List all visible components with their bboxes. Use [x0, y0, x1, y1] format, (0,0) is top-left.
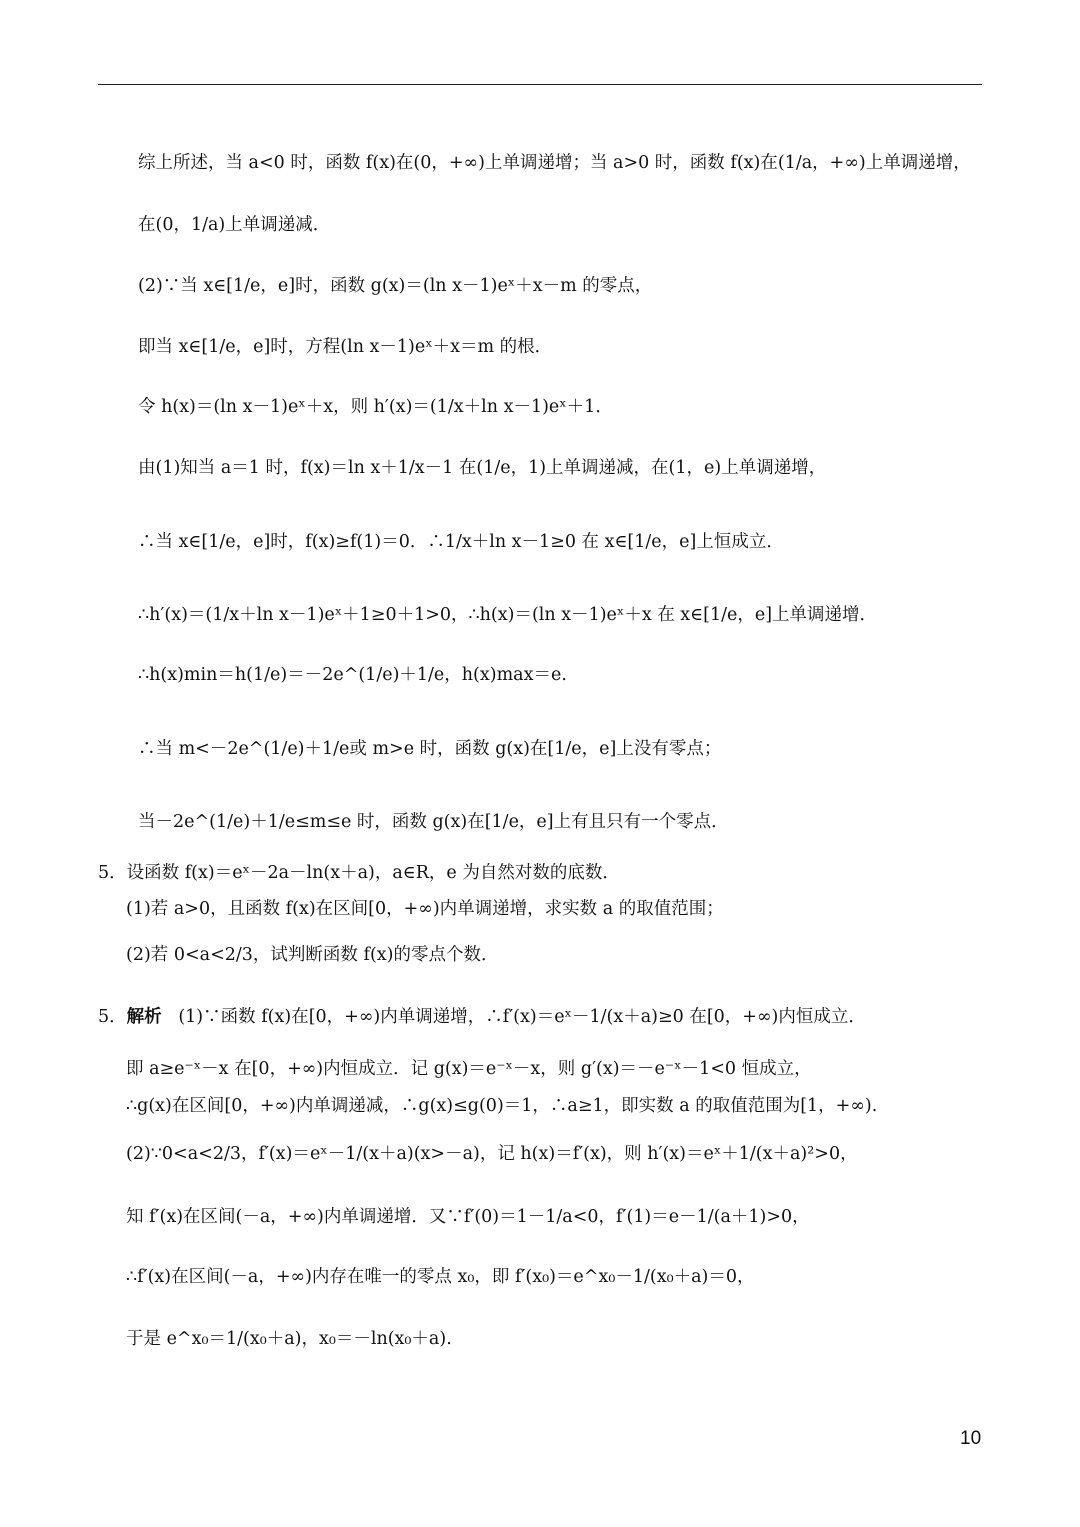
page-number: 10: [960, 1428, 982, 1449]
text-line: 于是 e^x₀＝1/(x₀＋a)，x₀＝－ln(x₀＋a).: [126, 1329, 452, 1349]
text-line: ∴当 m<－2e^(1/e)＋1/e或 m>e 时，函数 g(x)在[1/e，e]上没有零点；: [138, 739, 722, 759]
text-line: ∴g(x)在区间[0，+∞)内单调递减，∴g(x)≤g(0)＝1，∴a≥1，即实数 a 的取值范围为[1，+∞).: [126, 1096, 878, 1116]
text-line: 当－2e^(1/e)＋1/e≤m≤e 时，函数 g(x)在[1/e，e]上有且只有一个零点．: [138, 812, 729, 832]
solution-first-line: [98, 1006, 866, 1029]
text-line: 在(0，1/a)上单调递减．: [138, 215, 331, 235]
text-line: (1)∵函数 f(x)在[0，+∞)内单调递增，∴f′(x)＝eˣ－1/(x＋a)≥0 在[0，+∞)内恒成立．: [178, 1007, 866, 1027]
question-1: (1)若 a>0，且函数 f(x)在区间[0，+∞)内单调递增，求实数 a 的取值范围；: [126, 899, 724, 919]
header-rule: [98, 84, 982, 85]
text-line: (2)∵当 x∈[1/e，e]时，函数 g(x)＝(ln x－1)eˣ＋x－m 的零点，: [138, 276, 653, 296]
text-line: 即当 x∈[1/e，e]时，方程(ln x－1)eˣ＋x＝m 的根．: [138, 337, 553, 357]
text-line: 综上所述，当 a<0 时，函数 f(x)在(0，+∞)上单调递增；当 a>0 时，函数 f(x)在(1/a，+∞)上单调递增，: [138, 153, 971, 173]
text-line: ∴f′(x)在区间(－a，+∞)内存在唯一的零点 x₀，即 f′(x₀)＝e^x₀－1/(x₀＋a)＝0，: [126, 1267, 755, 1287]
text-line: 令 h(x)＝(ln x－1)eˣ＋x，则 h′(x)＝(1/x＋ln x－1)eˣ＋1．: [138, 397, 613, 417]
text-line: ∴h′(x)＝(1/x＋ln x－1)eˣ＋1≥0＋1>0，∴h(x)＝(ln x－1)eˣ＋x 在 x∈[1/e，e]上单调递增．: [138, 605, 878, 625]
solution-number: 5．: [98, 1007, 127, 1027]
question-2: (2)若 0<a<2/3，试判断函数 f(x)的零点个数．: [126, 945, 499, 965]
text-line: 由(1)知当 a＝1 时，f(x)＝ln x＋1/x－1 在(1/e，1)上单调递减，在(1，e)上单调递增，: [138, 458, 827, 478]
solution-label: 解析: [126, 1007, 162, 1027]
text-line: (2)∵0<a<2/3，f′(x)＝eˣ－1/(x＋a)(x>－a)，记 h(x)＝f′(x)，则 h′(x)＝eˣ＋1/(x＋a)²>0，: [126, 1144, 858, 1164]
text-line: 知 f′(x)在区间(－a，+∞)内单调递增．又∵f′(0)＝1－1/a<0，f′(1)＝e－1/(a＋1)>0，: [126, 1207, 810, 1227]
text-line: 即 a≥e⁻ˣ－x 在[0，+∞)内恒成立．记 g(x)＝e⁻ˣ－x，则 g′(x)＝－e⁻ˣ－1<0 恒成立，: [126, 1059, 812, 1079]
problem-line: [98, 862, 620, 885]
problem-stem: 设函数 f(x)＝eˣ－2a－ln(x＋a)，a∈R，e 为自然对数的底数．: [126, 863, 620, 883]
text-line: ∴h(x)min＝h(1/e)＝－2e^(1/e)＋1/e，h(x)max＝e.: [138, 665, 567, 685]
text-line: ∴当 x∈[1/e，e]时，f(x)≥f(1)＝0．∴1/x＋ln x－1≥0 在 x∈[1/e，e]上恒成立．: [138, 532, 784, 552]
problem-number: 5．: [98, 863, 127, 883]
